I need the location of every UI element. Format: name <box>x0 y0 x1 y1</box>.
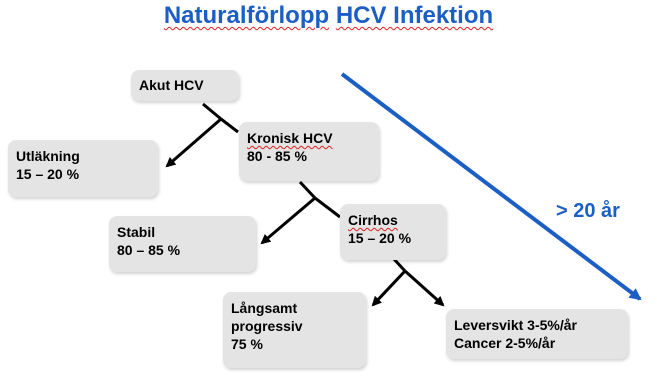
time-arrow <box>342 74 640 299</box>
box-akut-hcv: Akut HCV <box>131 70 239 101</box>
title-word-1: Naturalförlopp <box>163 2 330 29</box>
box-kronisk-hcv: Kronisk HCV 80 - 85 % <box>239 122 379 181</box>
stem-akut <box>203 104 221 119</box>
box-cirrhos: Cirrhos 15 – 20 % <box>340 204 446 260</box>
box-langsamt-progressiv: Långsamt progressiv 75 % <box>223 292 366 368</box>
stem-kronisk <box>300 182 315 198</box>
arrow-to-leversvikt <box>405 271 443 305</box>
box-leversvikt-cancer: Leversvikt 3-5%/år Cancer 2-5%/år <box>446 309 628 359</box>
arrow-to-utlakning <box>167 119 221 166</box>
box-stabil: Stabil 80 – 85 % <box>109 216 256 272</box>
title-word-2: HCV Infektion <box>335 2 494 29</box>
time-arrow-label: > 20 år <box>556 200 620 222</box>
arrow-to-langsamt <box>373 271 405 305</box>
box-utlakning: Utläkning 15 – 20 % <box>8 140 158 197</box>
branch-to-kronisk <box>221 119 238 132</box>
arrow-to-stabil <box>262 198 315 243</box>
branch-to-cirrhos <box>315 198 340 217</box>
